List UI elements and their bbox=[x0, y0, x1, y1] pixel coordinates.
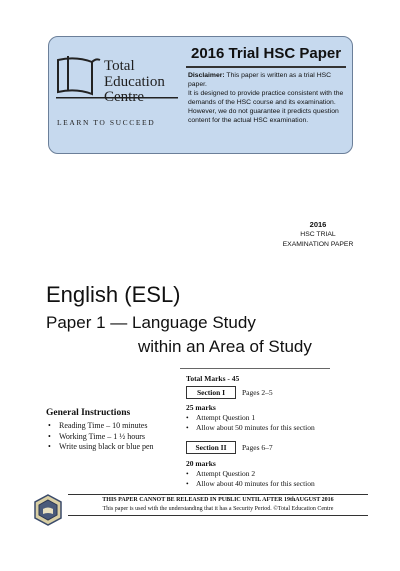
paper-name: Paper 1 — Language Study bbox=[46, 313, 256, 332]
disclaimer-line: content for the actual HSC examination. bbox=[188, 116, 309, 124]
section-1-pages: Pages 2–5 bbox=[242, 388, 273, 397]
section-1-label: Section I bbox=[186, 386, 236, 399]
trial-exam-block bbox=[272, 220, 364, 250]
paper-subtitle: within an Area of Study bbox=[138, 337, 312, 356]
footer-top-rule bbox=[68, 494, 368, 495]
instruction-item: • Write using black or blue pen bbox=[48, 442, 154, 453]
general-instructions-heading: General Instructions bbox=[46, 408, 131, 418]
footer-bottom-rule bbox=[68, 515, 368, 516]
section-2-instructions bbox=[186, 469, 315, 489]
section-2-pages: Pages 6–7 bbox=[242, 443, 273, 452]
brand-name-line: Centre bbox=[104, 89, 144, 105]
brand-name-line: Education bbox=[104, 74, 165, 90]
disclaimer-line: However, we do not guarantee it predicts question bbox=[188, 107, 339, 115]
general-instructions-list bbox=[48, 421, 154, 453]
instruction-item: • Working Time – 1 ½ hours bbox=[48, 432, 154, 443]
security-note: This paper is used with the understanding that it has a Security Period. ©Total Education Centre bbox=[102, 506, 334, 512]
title-divider bbox=[186, 66, 346, 68]
trial-year: 2016 bbox=[309, 220, 327, 229]
disclaimer-line: demands of the HSC course and its examination. bbox=[188, 98, 336, 106]
trial-line: HSC TRIAL bbox=[300, 231, 336, 238]
release-notice: THIS PAPER CANNOT BE RELEASED IN PUBLIC UNTIL AFTER 19thAUGUST 2016 bbox=[102, 497, 334, 503]
subject-title: English (ESL) bbox=[46, 282, 181, 307]
disclaimer bbox=[188, 72, 344, 125]
marks-panel-divider bbox=[180, 368, 330, 369]
section-1-instructions bbox=[186, 413, 315, 433]
disclaimer-label: Disclaimer: bbox=[188, 72, 225, 79]
section-instruction-item: • Attempt Question 2 bbox=[186, 469, 315, 479]
trial-line: EXAMINATION PAPER bbox=[282, 241, 354, 248]
section-2-label: Section II bbox=[186, 441, 236, 454]
paper-title: 2016 Trial HSC Paper bbox=[191, 45, 342, 62]
section-1-marks: 25 marks bbox=[186, 403, 216, 412]
disclaimer-line: This paper is written as a trial HSC paper. bbox=[188, 72, 332, 88]
section-2-marks: 20 marks bbox=[186, 459, 216, 468]
section-instruction-item: • Allow about 50 minutes for this section bbox=[186, 423, 315, 433]
section-instruction-item: • Allow about 40 minutes for this section bbox=[186, 479, 315, 489]
hsc-seal-icon bbox=[32, 494, 64, 526]
brand-name-line: Total bbox=[104, 58, 135, 74]
section-instruction-item: • Attempt Question 1 bbox=[186, 413, 315, 423]
disclaimer-line: It is designed to provide practice consistent with the bbox=[188, 89, 344, 97]
total-marks: Total Marks - 45 bbox=[186, 374, 240, 383]
instruction-item: • Reading Time – 10 minutes bbox=[48, 421, 154, 432]
brand-tagline: LEARN TO SUCCEED bbox=[57, 118, 156, 127]
